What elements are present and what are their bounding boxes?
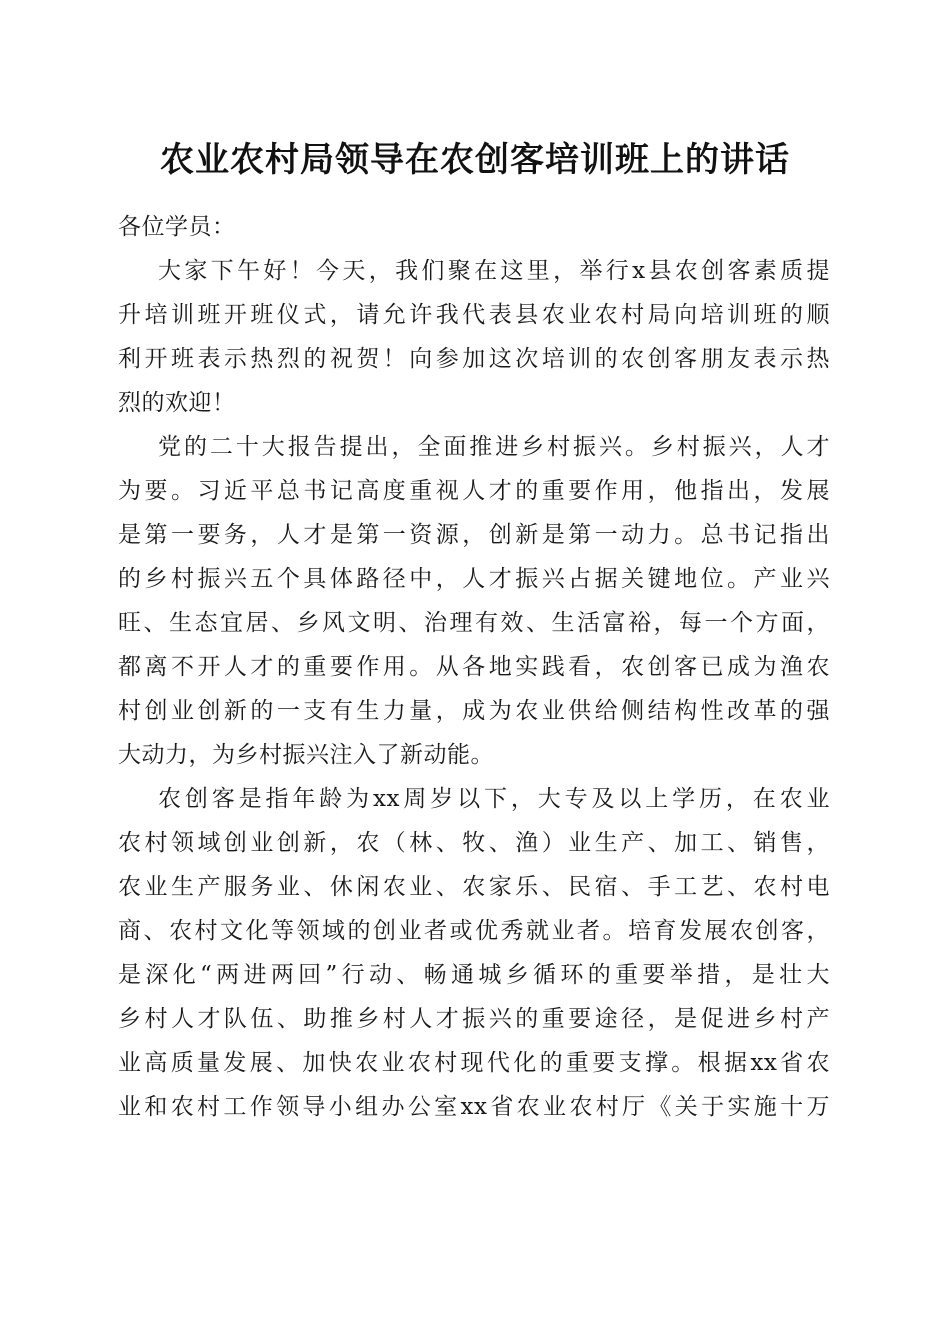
paragraph-line: 升培训班开班仪式，请允许我代表县农业农村局向培训班的顺 [118,302,830,328]
paragraph-2 [118,425,830,777]
paragraph-line: 的乡村振兴五个具体路径中，人才振兴占据关键地位。产业兴 [118,566,830,592]
paragraph-line: 是深化“两进两回”行动、畅通城乡循环的重要举措，是壮大 [118,962,830,988]
document-body [118,205,830,1129]
paragraph-line: 业和农村工作领导小组办公室xx省农业农村厅《关于实施十万 [118,1094,830,1120]
paragraph-line: 是第一要务，人才是第一资源，创新是第一动力。总书记指出 [118,522,830,548]
paragraph-line: 农业生产服务业、休闲农业、农家乐、民宿、手工艺、农村电 [118,874,830,900]
paragraph-line: 为要。习近平总书记高度重视人才的重要作用，他指出，发展 [118,478,830,504]
paragraph-line: 利开班表示热烈的祝贺！向参加这次培训的农创客朋友表示热 [118,346,830,372]
salutation: 各位学员： [118,214,236,240]
paragraph-line: 旺、生态宜居、乡风文明、治理有效、生活富裕，每一个方面， [118,610,830,636]
paragraph-line: 烈的欢迎！ [118,390,236,416]
paragraph-line: 乡村人才队伍、助推乡村人才振兴的重要途径，是促进乡村产 [118,1006,830,1032]
paragraph-line: 党的二十大报告提出，全面推进乡村振兴。乡村振兴，人才 [158,434,830,460]
paragraph-line: 大动力，为乡村振兴注入了新动能。 [118,742,494,768]
document-title: 农业农村局领导在农创客培训班上的讲话 [160,140,790,180]
paragraph-3 [118,777,830,1129]
paragraph-1 [118,249,830,425]
paragraph-line: 农创客是指年龄为xx周岁以下，大专及以上学历，在农业 [158,786,830,812]
paragraph-line: 都离不开人才的重要作用。从各地实践看，农创客已成为渔农 [118,654,830,680]
paragraph-line: 业高质量发展、加快农业农村现代化的重要支撑。根据xx省农 [118,1050,830,1076]
paragraph-line: 农村领域创业创新，农（林、牧、渔）业生产、加工、销售， [118,830,830,856]
paragraph-line: 村创业创新的一支有生力量，成为农业供给侧结构性改革的强 [118,698,830,724]
paragraph-line: 大家下午好！今天，我们聚在这里，举行x县农创客素质提 [158,258,830,284]
paragraph-line: 商、农村文化等领域的创业者或优秀就业者。培育发展农创客， [118,918,830,944]
